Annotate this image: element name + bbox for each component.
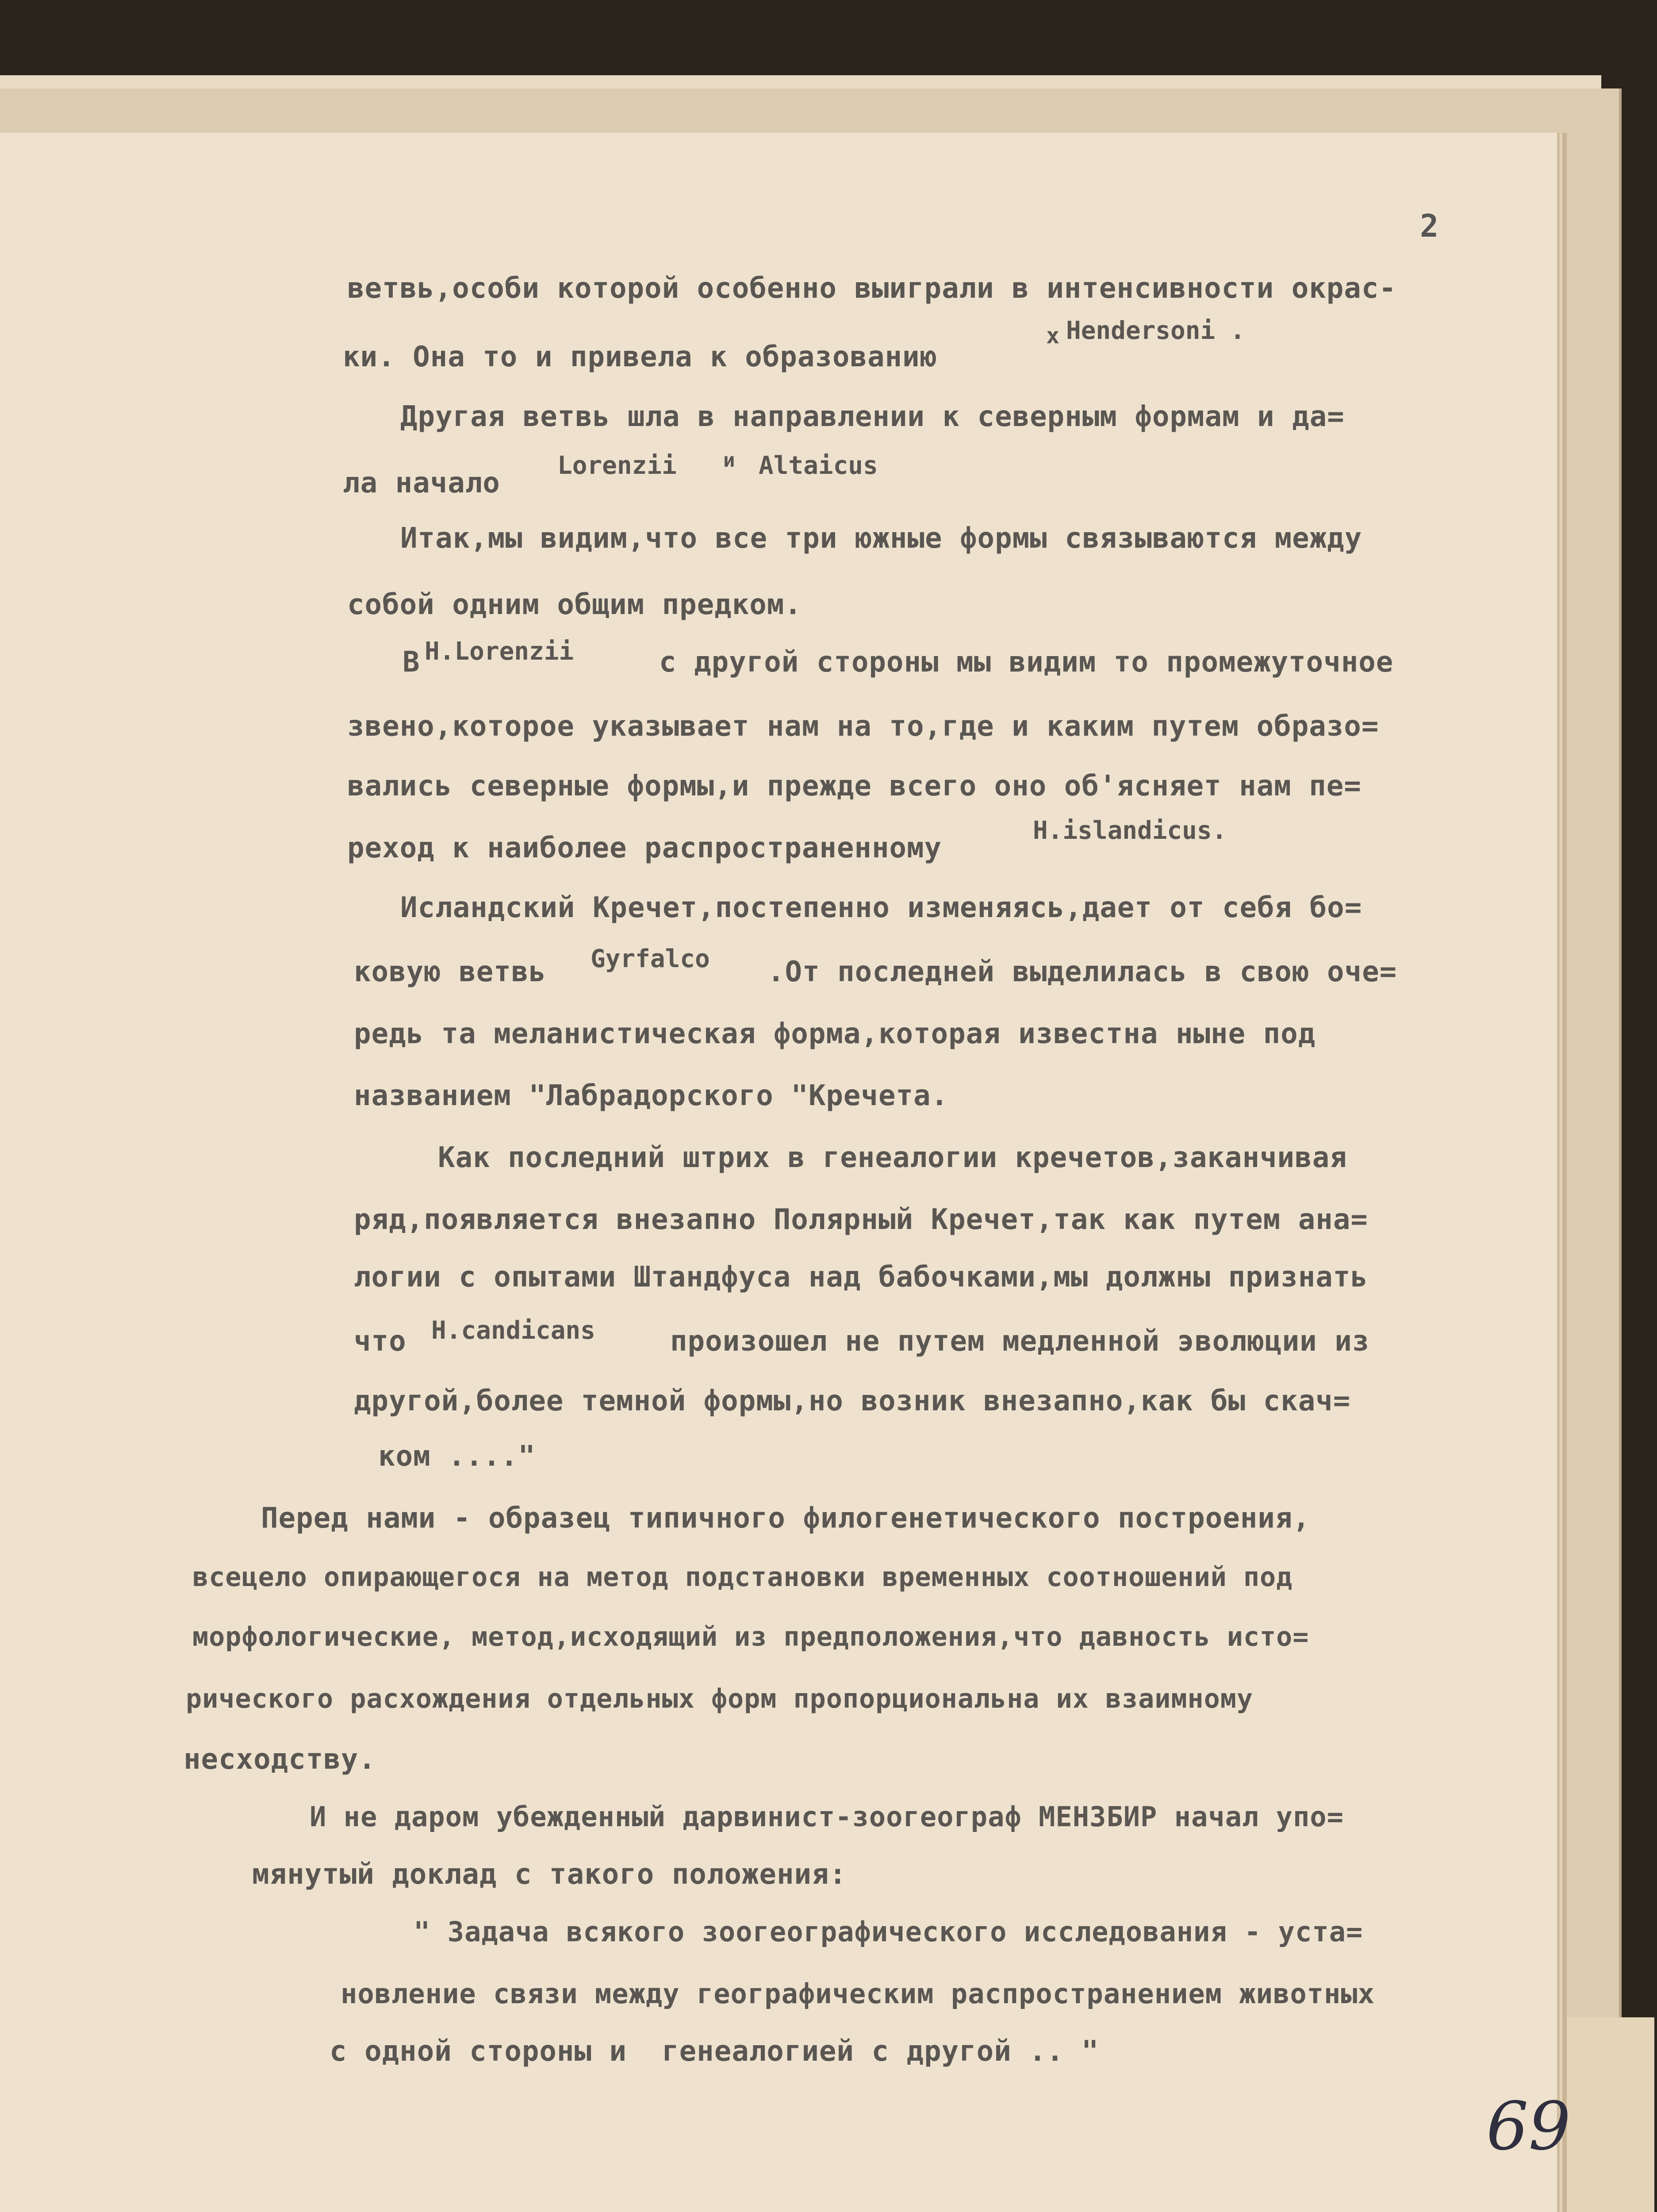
text-line: собой одним общим предком. xyxy=(347,588,802,621)
text-line: Перед нами - образец типичного филогенетического построения, xyxy=(261,1502,1310,1535)
latin-conjunction: и xyxy=(723,449,735,472)
text-line: с другой стороны мы видим то промежуточное xyxy=(659,646,1394,679)
text-line: рического расхождения отдельных форм пропорциональна их взаимному xyxy=(186,1683,1253,1714)
latin-term: H.islandicus. xyxy=(1033,816,1227,845)
text-line: морфологические, метод,исходящий из предположения,что давность исто= xyxy=(192,1621,1309,1652)
text-line: мянутый доклад с такого положения: xyxy=(252,1858,847,1891)
text-line: Как последний штрих в генеалогии кречетов,заканчивая xyxy=(438,1141,1347,1174)
text-line: звено,которое указывает нам на то,где и каким путем образо= xyxy=(347,710,1379,743)
latin-term: Lorenzii xyxy=(557,451,677,480)
quote-line: новление связи между географическим распространением животных xyxy=(341,1978,1375,2010)
text-line: И не даром убежденный дарвинист-зоогеограф МЕНЗБИР начал упо= xyxy=(310,1801,1344,1833)
latin-term: Altaicus xyxy=(759,451,878,480)
text-line: В xyxy=(403,646,420,679)
text-line: ряд,появляется внезапно Полярный Кречет,так как путем ана= xyxy=(354,1203,1368,1236)
text-line: логии с опытами Штандфуса над бабочками,мы должны признать xyxy=(354,1261,1368,1294)
text-line: вались северные формы,и прежде всего оно об'ясняет нам пе= xyxy=(347,770,1362,803)
latin-term: Gyrfalco xyxy=(591,945,710,973)
text-line: что xyxy=(354,1325,407,1358)
text-line: ки. Она то и привела к образованию xyxy=(343,341,938,373)
text-line: .От последней выделилась в свою оче= xyxy=(767,956,1397,988)
latin-mark: x xyxy=(1046,323,1060,349)
text-line: ковую ветвь xyxy=(354,956,546,988)
quote-line: с одной стороны и генеалогией с другой .. " xyxy=(330,2035,1099,2068)
text-line: произошел не путем медленной эволюции из xyxy=(670,1325,1370,1358)
latin-term: Hendersoni . xyxy=(1066,316,1245,345)
text-line: ла начало xyxy=(343,467,500,499)
text-line: всецело опирающегося на метод подстановки временных соотношений под xyxy=(192,1562,1293,1593)
text-line: реход к наиболее распространенному xyxy=(347,832,942,864)
text-line: ком ...." xyxy=(378,1440,536,1473)
latin-term: H.candicans xyxy=(431,1316,595,1345)
text-line: редь та меланистическая форма,которая известна ныне под xyxy=(354,1018,1316,1050)
archive-folio-number: 69 xyxy=(1486,2088,1571,2165)
text-line: Другая ветвь шла в направлении к северным формам и да= xyxy=(400,400,1345,433)
text-line: другой,более темной формы,но возник внезапно,как бы скач= xyxy=(354,1385,1351,1417)
text-line: названием "Лабрадорского "Кречета. xyxy=(354,1079,949,1112)
text-line: ветвь,особи которой особенно выиграли в интенсивности окрас- xyxy=(347,272,1396,305)
page-number: 2 xyxy=(1420,208,1439,244)
text-line: Исландский Кречет,постепенно изменяясь,дает от себя бо= xyxy=(400,891,1362,924)
latin-term: H.Lorenzii xyxy=(425,637,574,666)
text-line: Итак,мы видим,что все три южные формы связываются между xyxy=(400,522,1362,555)
quote-line: " Задача всякого зоогеографического исследования - уста= xyxy=(414,1916,1363,1948)
text-line: несходству. xyxy=(184,1743,376,1776)
